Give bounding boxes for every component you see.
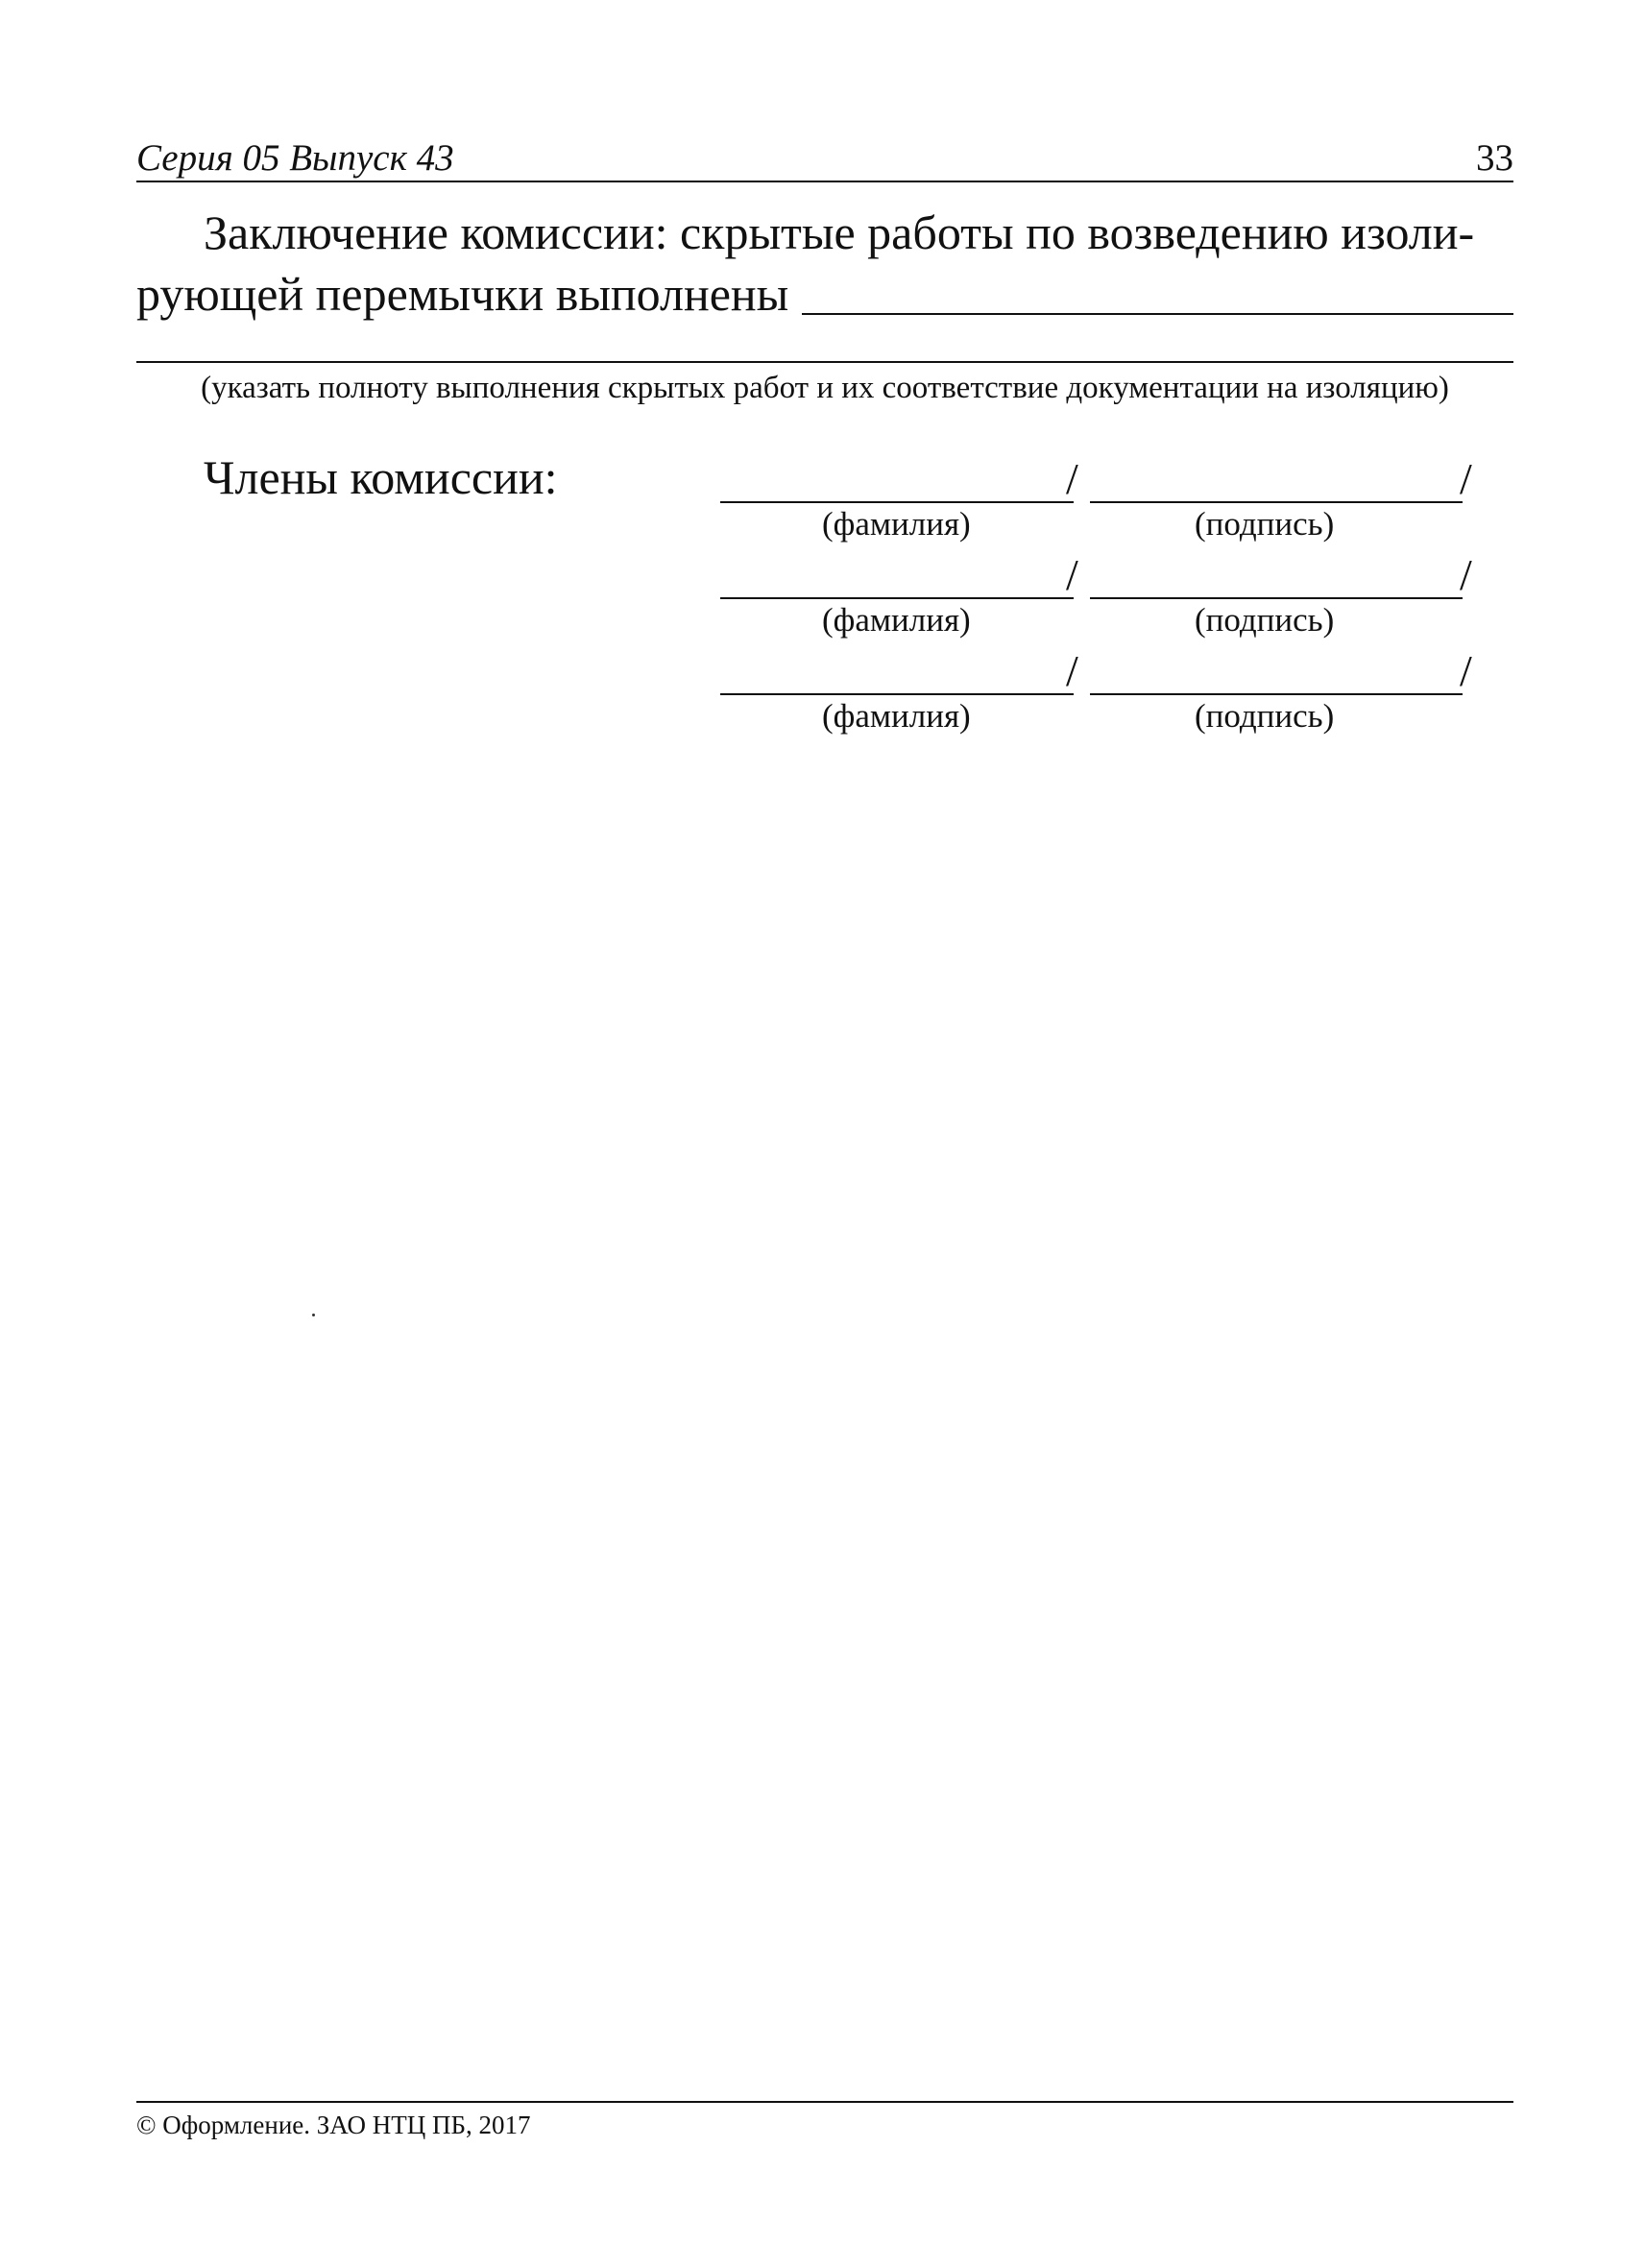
conclusion-line-2	[136, 263, 1513, 325]
signature-caption: (подпись)	[1195, 505, 1335, 543]
signature-blank	[1090, 501, 1463, 503]
conclusion-line-2-text: рующей перемычки выполнены	[136, 267, 789, 321]
conclusion-fill-blank	[802, 312, 1513, 315]
separator-slash: /	[1460, 454, 1472, 503]
separator-slash: /	[1460, 646, 1472, 695]
signature-blank	[1090, 693, 1463, 695]
members-label: Члены комиссии:	[204, 450, 558, 504]
signature-caption: (подпись)	[1195, 697, 1335, 735]
conclusion-hint: (указать полноту выполнения скрытых работ и их соответствие документации на изоляцию)	[201, 371, 1449, 405]
running-header	[136, 127, 1513, 182]
separator-slash: /	[1066, 454, 1078, 503]
surname-blank	[720, 597, 1074, 599]
surname-caption: (фамилия)	[822, 505, 971, 543]
separator-slash: /	[1460, 550, 1472, 599]
separator-slash: /	[1066, 550, 1078, 599]
page-number: 33	[1476, 137, 1513, 179]
commission-conclusion	[136, 202, 1513, 325]
signature-blank	[1090, 597, 1463, 599]
separator-slash: /	[1066, 646, 1078, 695]
surname-blank	[720, 693, 1074, 695]
signature-row	[720, 550, 1517, 649]
signature-caption: (подпись)	[1195, 601, 1335, 639]
surname-caption: (фамилия)	[822, 697, 971, 735]
footer-rule	[136, 2101, 1513, 2103]
surname-blank	[720, 501, 1074, 503]
surname-caption: (фамилия)	[822, 601, 971, 639]
footer-copyright: © Оформление. ЗАО НТЦ ПБ, 2017	[136, 2111, 531, 2139]
series-title: Серия 05 Выпуск 43	[136, 137, 454, 179]
conclusion-line-1: Заключение комиссии: скрытые работы по возведению изоли-	[204, 205, 1475, 259]
conclusion-continuation-blank	[136, 361, 1513, 363]
signature-row	[720, 646, 1517, 745]
signature-row	[720, 454, 1517, 553]
scan-speck	[312, 1314, 315, 1316]
